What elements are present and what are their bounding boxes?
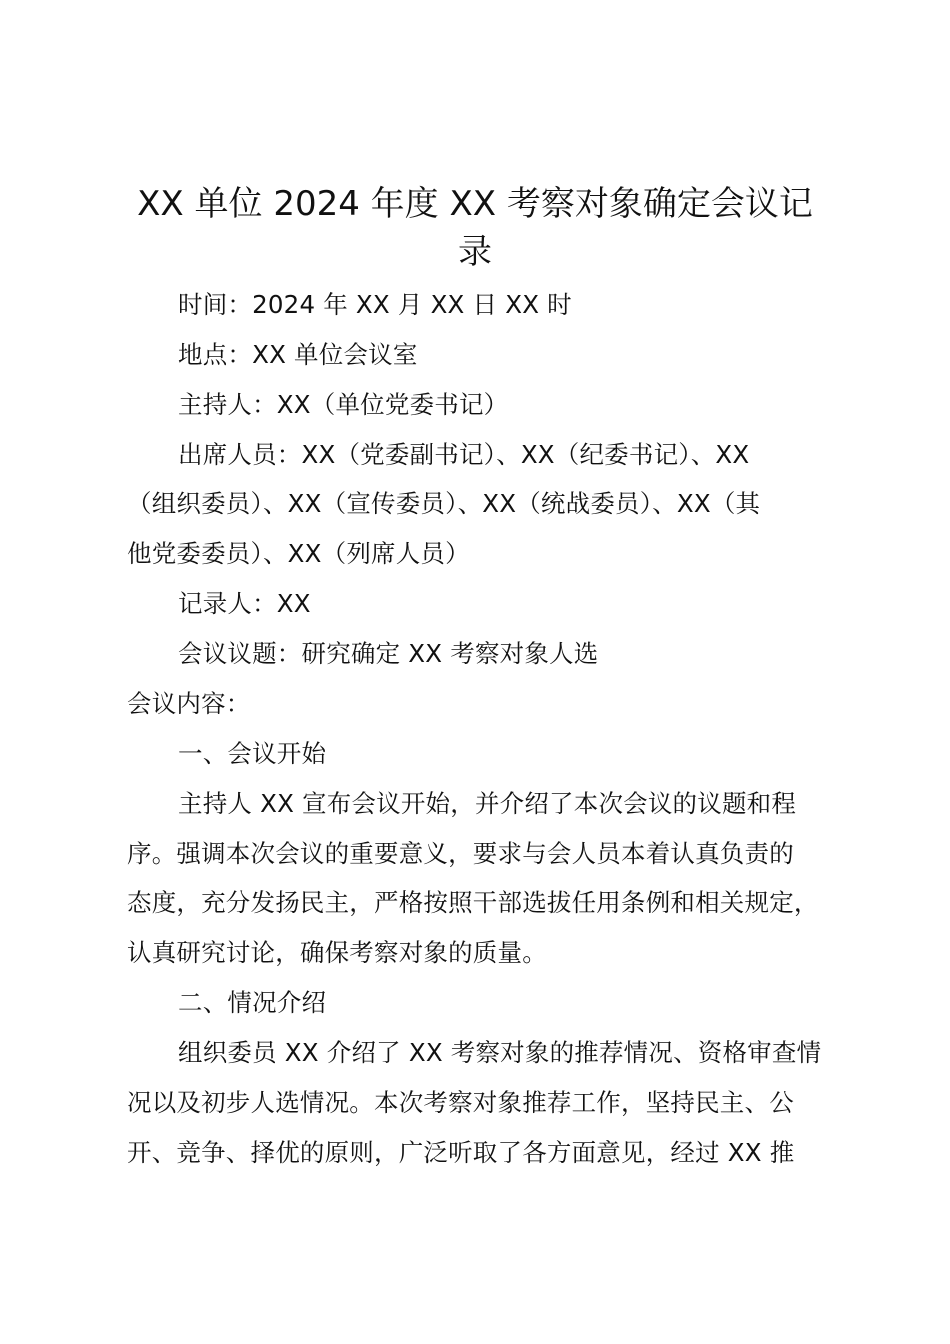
section-2-paragraph-line-1: 组织委员 XX 介绍了 XX 考察对象的推荐情况、资格审查情 xyxy=(178,1038,822,1067)
title-line-2: 录 xyxy=(458,232,492,272)
section-1-paragraph-line-3: 态度，充分发扬民主，严格按照干部选拔任用条例和相关规定， xyxy=(127,888,819,917)
section-1-heading: 一、会议开始 xyxy=(178,739,327,768)
recorder: 记录人：XX xyxy=(178,589,311,618)
meeting-host: 主持人：XX（单位党委书记） xyxy=(178,390,509,419)
attendees-line-1: 出席人员：XX（党委副书记）、XX（纪委书记）、XX xyxy=(178,440,750,469)
section-2-paragraph-line-3: 开、竞争、择优的原则，广泛听取了各方面意见，经过 XX 推 xyxy=(127,1138,795,1167)
meeting-topic: 会议议题：研究确定 XX 考察对象人选 xyxy=(178,639,599,668)
section-2-paragraph-line-2: 况以及初步人选情况。本次考察对象推荐工作，坚持民主、公 xyxy=(127,1088,794,1117)
document-title xyxy=(110,180,840,276)
meeting-content-heading: 会议内容： xyxy=(127,689,251,718)
attendees-line-2: （组织委员）、XX（宣传委员）、XX（统战委员）、XX（其 xyxy=(127,489,761,518)
section-1-paragraph-line-2: 序。强调本次会议的重要意义，要求与会人员本着认真负责的 xyxy=(127,839,794,868)
section-1-paragraph-line-4: 认真研究讨论，确保考察对象的质量。 xyxy=(127,938,547,967)
section-2-heading: 二、情况介绍 xyxy=(178,988,327,1017)
title-line-1: XX 单位 2024 年度 XX 考察对象确定会议记 xyxy=(137,184,813,224)
section-1-paragraph-line-1: 主持人 XX 宣布会议开始，并介绍了本次会议的议题和程 xyxy=(178,789,797,818)
meeting-location: 地点：XX 单位会议室 xyxy=(178,340,418,369)
attendees-line-3: 他党委委员）、XX（列席人员） xyxy=(127,539,470,568)
meeting-time: 时间：2024 年 XX 月 XX 日 XX 时 xyxy=(178,290,572,319)
